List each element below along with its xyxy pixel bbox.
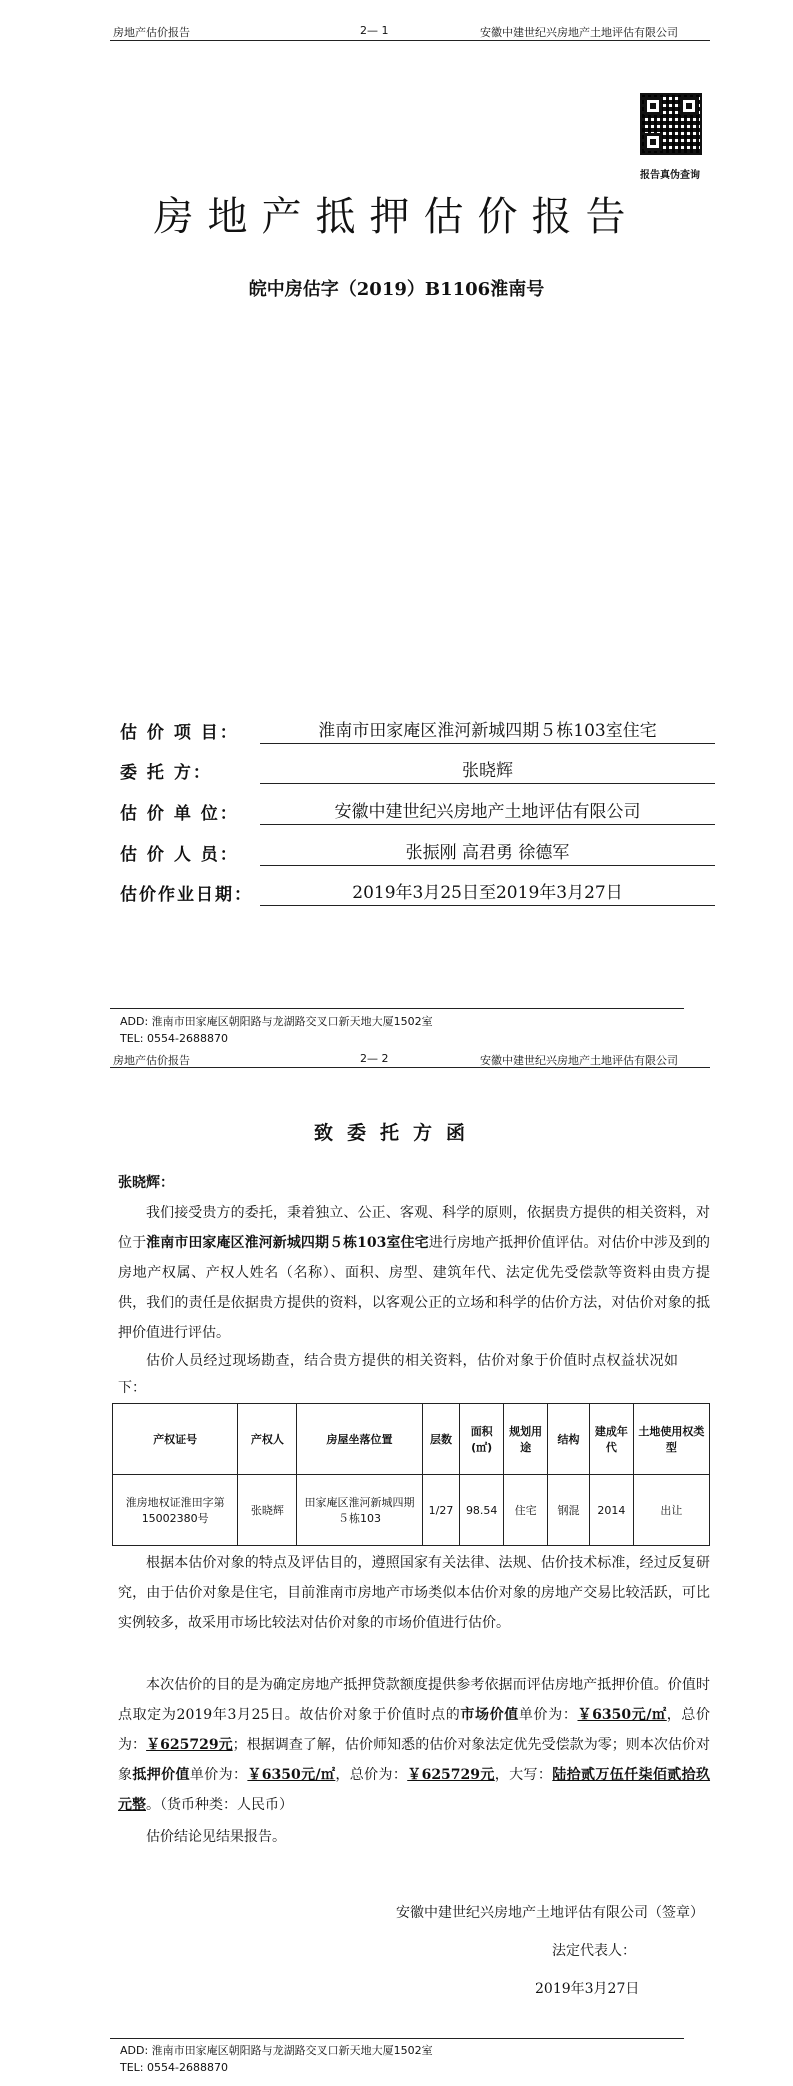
td-structure: 钢混 [548,1475,590,1546]
th-use: 规划用途 [504,1404,548,1475]
td-cert: 淮房地权证淮田字第15002380号 [113,1475,238,1546]
page2-footer-address: ADD: 淮南市田家庵区朝阳路与龙湖路交叉口新天地大厦1502室 [120,2044,433,2057]
page1-footer-address: ADD: 淮南市田家庵区朝阳路与龙湖路交叉口新天地大厦1502室 [120,1015,433,1028]
th-floors: 层数 [422,1404,460,1475]
td-year: 2014 [589,1475,633,1546]
td-floors: 1/27 [422,1475,460,1546]
info-row-company [120,793,720,833]
page1-footer-tel: TEL: 0554-2688870 [120,1032,228,1045]
page1-header-right: 安徽中建世纪兴房地产土地评估有限公司 [480,26,678,39]
property-table [112,1403,710,1546]
letter-paragraph-1: 我们接受贵方的委托，秉着独立、公正、客观、科学的原则，依据贵方提供的相关资料，对位于淮南市田家庵区淮河新城四期５栋103室住宅进行房地产抵押价值评估。对估价中涉及到的房地产权属、产权人姓名（名称）、面积、房型、建筑年代、法定优先受偿款等资料由贵方提供，我们的责任是依据贵方提供的资料，以客观公正的立场和科学的估价方法，对估价对象的抵押价值进行评估。 [118,1205,710,1341]
th-area: 面积(㎡) [460,1404,504,1475]
page1-header-left: 房地产估价报告 [113,26,190,39]
mortgage-unit-price: ￥6350元/㎡ [247,1767,336,1783]
info-row-appraisers [120,834,720,874]
market-unit-price: ￥6350元/㎡ [577,1707,667,1723]
th-cert: 产权证号 [113,1404,238,1475]
page1-header-rule [110,40,710,41]
letter-paragraph-5: 估价结论见结果报告。 [146,1829,286,1845]
legal-representative: 法定代表人： [552,1943,636,1959]
info-label: 估价作业日期： [120,885,253,905]
page2-footer-rule [110,2038,684,2039]
table-header-row [113,1404,710,1475]
page2-footer-tel: TEL: 0554-2688870 [120,2061,228,2074]
info-label: 委 托 方： [120,763,212,783]
td-area: 98.54 [460,1475,504,1546]
market-total-price: ￥625729元 [146,1737,233,1753]
info-value: 张晓辉 [260,756,715,784]
page2-header-right: 安徽中建世纪兴房地产土地评估有限公司 [480,1054,678,1067]
info-row-project [120,712,720,752]
page1-footer-rule [110,1008,684,1009]
td-use: 住宅 [504,1475,548,1546]
table-row [113,1475,710,1546]
info-row-client [120,752,720,792]
letter-paragraph-4: 本次估价的目的是为确定房地产抵押贷款额度提供参考依据而评估房地产抵押价值。价值时点取定为2019年3月25日。故估价对象于价值时点的市场价值单价为：￥6350元/㎡，总价为：￥625729元；根据调查了解，估价师知悉的估价对象法定优先受偿款为零；则本次估价对象抵押价值单价为：￥6350元/㎡，总价为：￥625729元，大写：陆拾贰万伍仟柒佰贰拾玖元整。（货币种类：人民币） [118,1677,711,1813]
info-label: 估 价 单 位： [120,804,239,824]
info-label: 估 价 项 目： [120,723,239,743]
mortgage-total-price: ￥625729元 [407,1767,495,1783]
capital-amount: 陆拾贰万伍仟柒佰贰拾玖元整 [118,1767,711,1813]
td-owner: 张晓辉 [238,1475,297,1546]
th-land-type: 土地使用权类型 [633,1404,709,1475]
qr-code-icon[interactable] [640,93,702,155]
th-structure: 结构 [548,1404,590,1475]
info-value: 张振刚 高君勇 徐德军 [260,838,715,866]
info-label: 估 价 人 员： [120,845,239,865]
letter-salutation: 张晓辉： [118,1175,174,1191]
letter-title: 致委托方函 [313,1122,479,1144]
letter-paragraph-2: 估价人员经过现场勘查，结合贵方提供的相关资料，估价对象于价值时点权益状况如下： [118,1353,678,1396]
qr-label: 报告真伪查询 [640,170,700,181]
page1-header-page-number: 2— 1 [360,24,389,37]
letter-date: 2019年3月27日 [535,1981,640,1997]
page2-header-page-number: 2— 2 [360,1052,389,1065]
info-value: 安徽中建世纪兴房地产土地评估有限公司 [260,797,715,825]
th-location: 房屋坐落位置 [297,1404,422,1475]
letter-paragraph-3: 根据本估价对象的特点及评估目的，遵照国家有关法律、法规、估价技术标准，经过反复研究，由于估价对象是住宅，目前淮南市房地产市场类似本估价对象的房地产交易比较活跃，可比实例较多，故采用市场比较法对估价对象的市场价值进行估价。 [118,1555,710,1631]
report-title: 房地产抵押估价报告 [153,194,640,240]
th-year: 建成年代 [589,1404,633,1475]
signer-company: 安徽中建世纪兴房地产土地评估有限公司（签章） [396,1905,704,1921]
td-land-type: 出让 [633,1475,709,1546]
property-address-highlight: 淮南市田家庵区淮河新城四期５栋103室住宅 [146,1235,429,1251]
page2-header-left: 房地产估价报告 [113,1054,190,1067]
info-value: 2019年3月25日至2019年3月27日 [260,878,715,906]
page2-header-rule [110,1067,710,1068]
info-row-dates [120,874,720,914]
info-value: 淮南市田家庵区淮河新城四期５栋103室住宅 [260,716,715,744]
td-location: 田家庵区淮河新城四期５栋103 [297,1475,422,1546]
document-number: 皖中房估字（2019）B1106淮南号 [248,279,545,300]
th-owner: 产权人 [238,1404,297,1475]
